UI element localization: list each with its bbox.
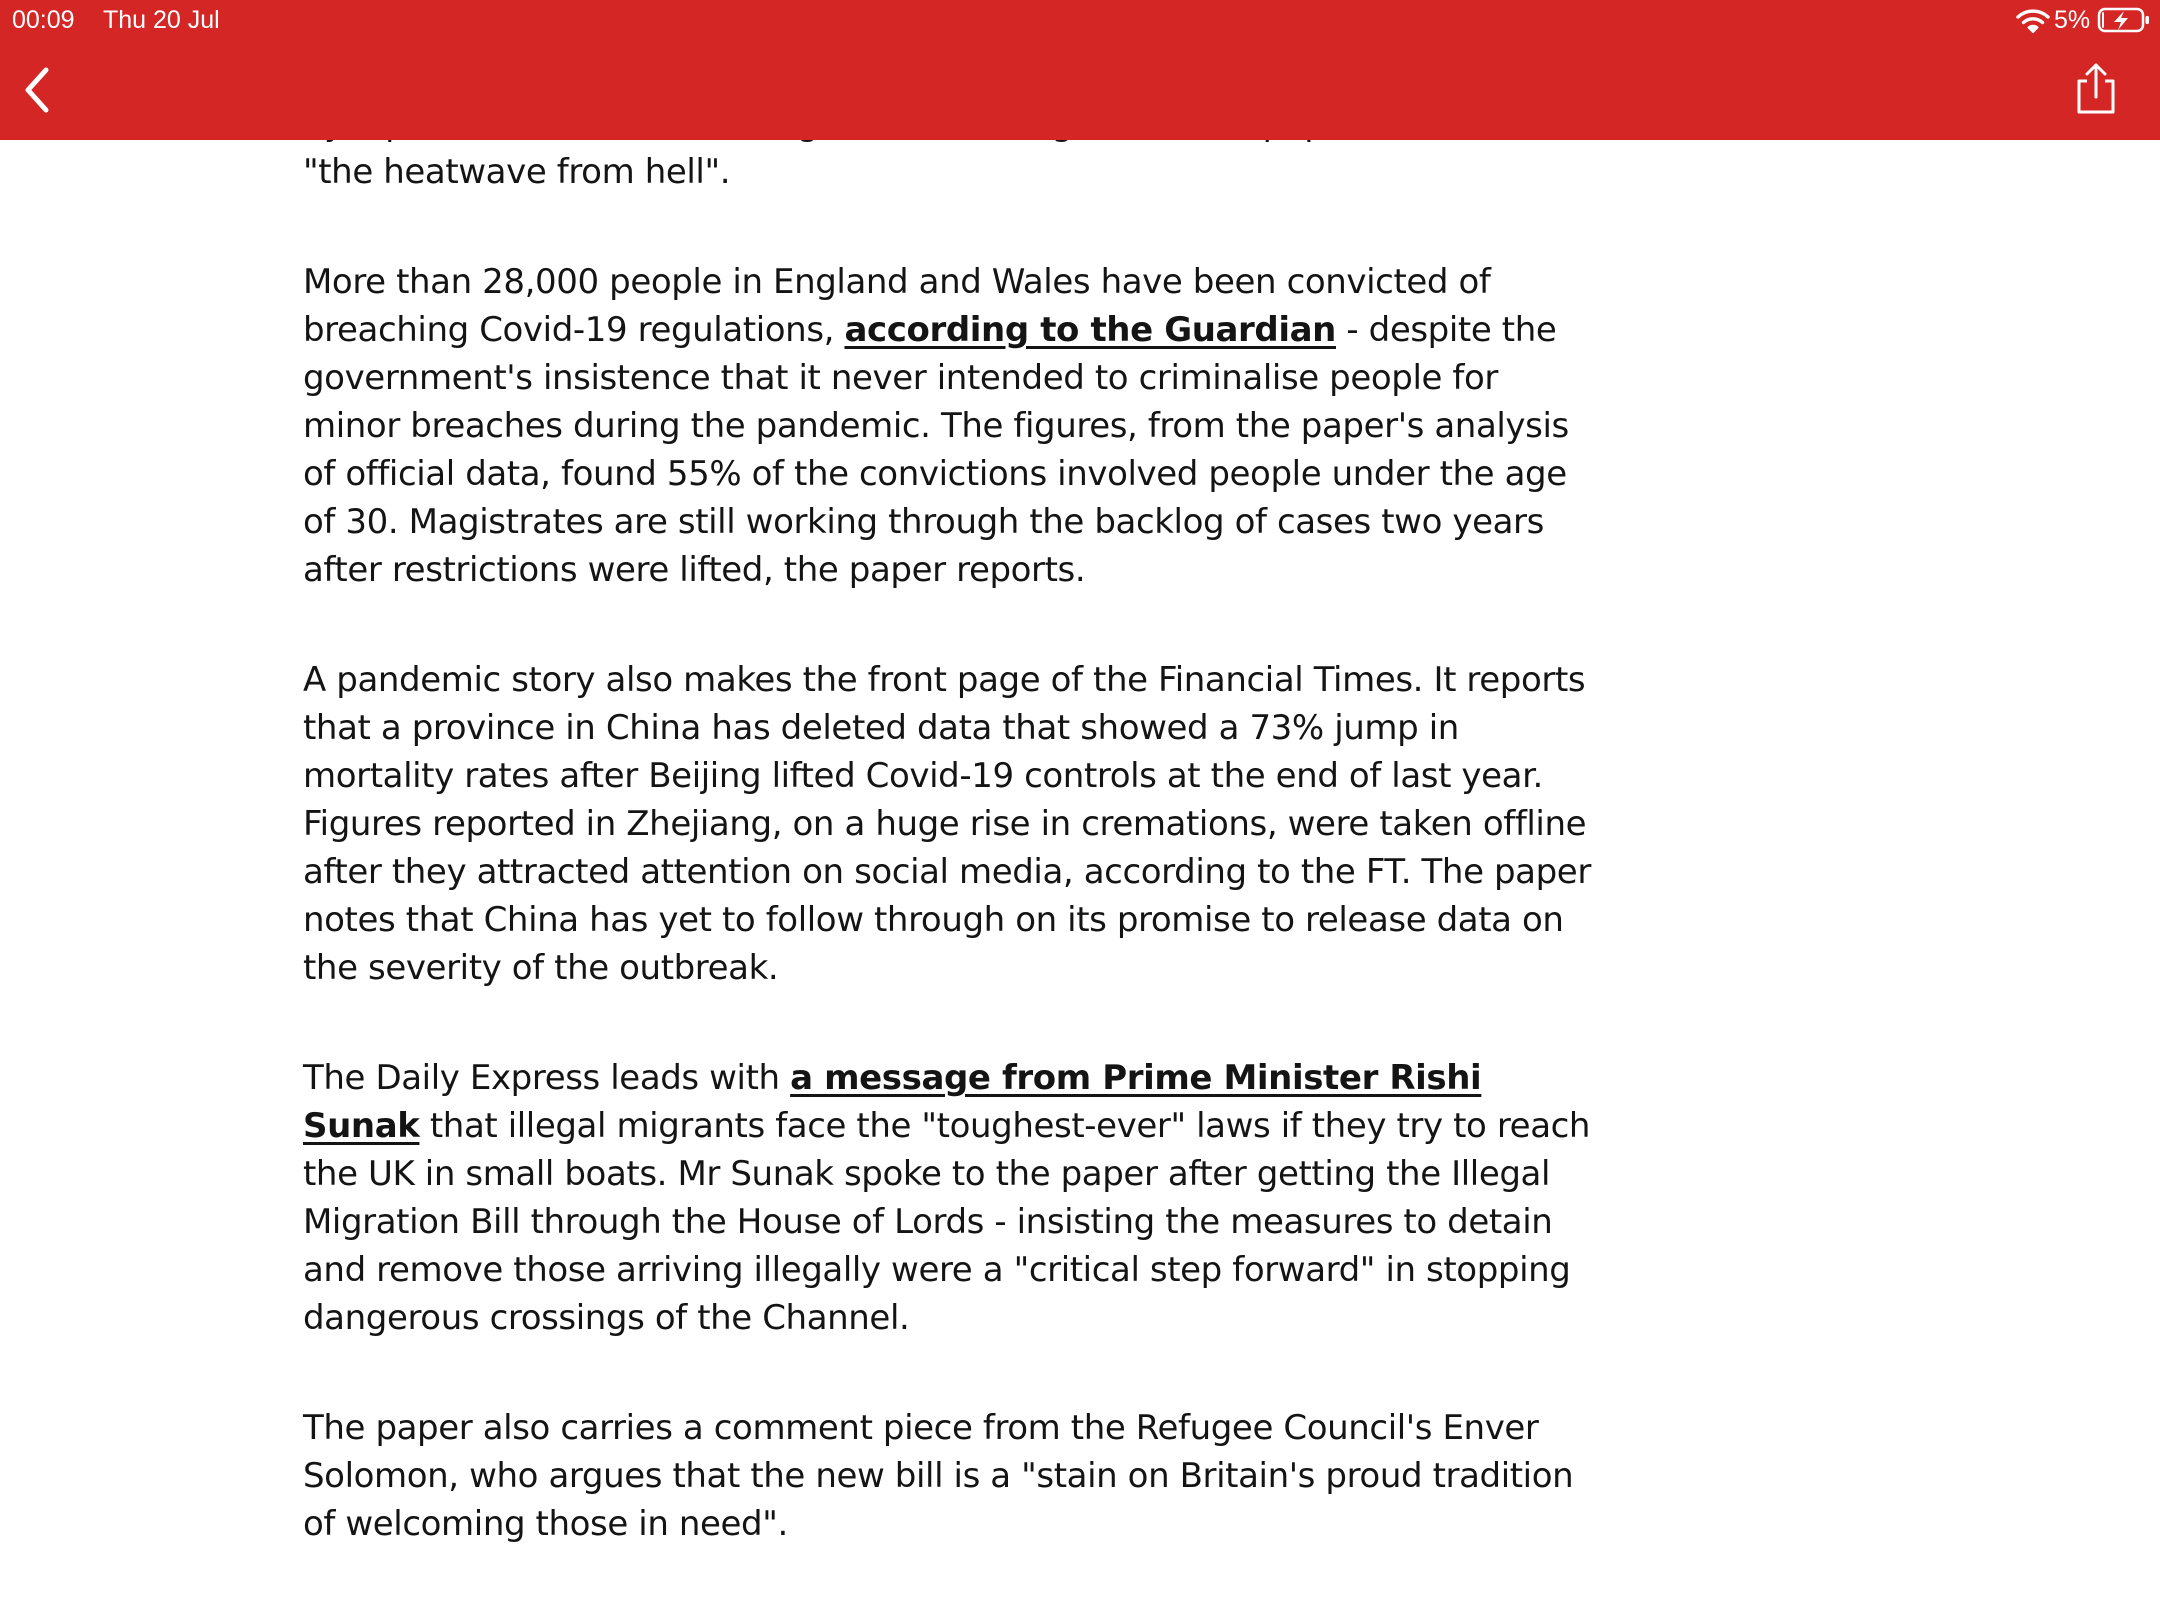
guardian-link[interactable]: according to the Guardian xyxy=(844,310,1336,350)
share-icon[interactable] xyxy=(2074,62,2118,116)
battery-percent: 5% xyxy=(2054,6,2091,34)
paragraph-text: More than 28,000 people in England and Wales have been convicted of breaching Covid-19 regulations, xyxy=(303,262,1491,350)
article-paragraph-covid-convictions xyxy=(303,258,1603,594)
article-paragraph-financial-times xyxy=(303,656,1603,992)
status-date: Thu 20 Jul xyxy=(103,6,220,34)
app-header xyxy=(0,0,2160,140)
status-time: 00:09 xyxy=(12,6,75,34)
article-paragraph-daily-express xyxy=(303,1054,1603,1342)
paragraph-text: "the heatwave from hell". xyxy=(303,152,731,192)
wifi-icon xyxy=(2016,8,2050,34)
back-chevron-icon[interactable] xyxy=(16,64,60,116)
paragraph-text: - despite the government's insistence that it never intended to criminalise people for minor breaches during the pandemic. The figures, from the paper's analysis of official data, found 55% of the convictions involved people under the age of 30. Magistrates are still working through the backlog of cases two years after restrictions were lifted, the paper reports. xyxy=(303,310,1569,590)
battery-charging-icon xyxy=(2097,6,2151,34)
paragraph-text: The paper also carries a comment piece from the Refugee Council's Enver Solomon, who argues that the new bill is a "stain on Britain's proud tradition of welcoming those in need". xyxy=(303,1408,1574,1544)
paragraph-text: that illegal migrants face the "toughest-ever" laws if they try to reach the UK in small boats. Mr Sunak spoke to the paper after getting the Illegal Migration Bill through the House of Lords - insisting the measures to detain and remove those arriving illegally were a "critical step forward" in stopping dangerous crossings of the Channel. xyxy=(303,1106,1591,1338)
rishi-sunak-message-link[interactable]: a message from Prime Minister Rishi Sunak xyxy=(303,1058,1482,1146)
article-paragraph-refugee-council xyxy=(303,1404,1603,1548)
status-bar xyxy=(0,0,2160,40)
article-body xyxy=(303,100,1603,1610)
paragraph-text: The Daily Express leads with xyxy=(303,1058,791,1098)
paragraph-text: A pandemic story also makes the front page of the Financial Times. It reports that a province in China has deleted data that showed a 73% jump in mortality rates after Beijing lifted Covid-19 controls at the end of last year. Figures reported in Zhejiang, on a huge rise in cremations, were taken offline after they attracted attention on social media, according to the FT. The paper notes that China has yet to follow through on its promise to release data on the severity of the outbreak. xyxy=(303,660,1591,988)
